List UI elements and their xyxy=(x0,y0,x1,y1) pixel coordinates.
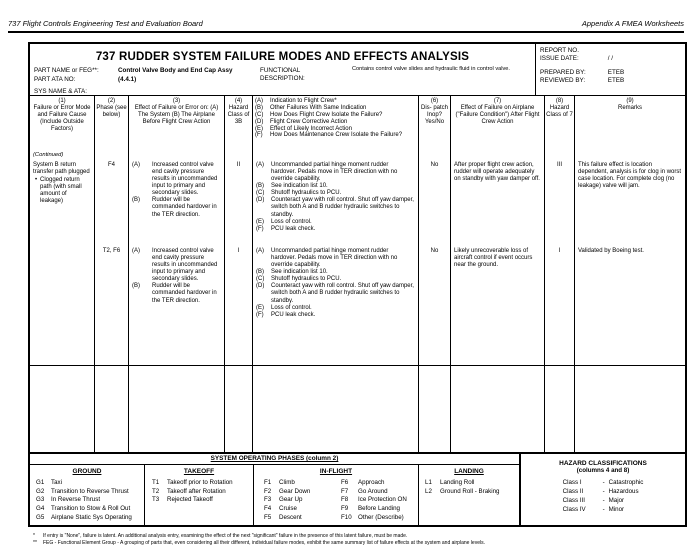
empty-cell xyxy=(574,366,685,452)
cell-remarks xyxy=(574,150,685,366)
inflight-right-column: F6 Approach F7 Go Around F8 Ice Protection ON F9 Before Landing F10 Other (Describe) xyxy=(341,479,407,521)
empty-cell xyxy=(94,366,128,452)
part-ata-value: (4.4.1) xyxy=(118,76,137,83)
effect-after-entry-2: Likely unrecoverable loss of aircraft control if event occurs near the ground. xyxy=(454,248,533,269)
cell-hazard-7 xyxy=(544,150,574,366)
report-info-box xyxy=(535,44,685,95)
functional-label-line2: DESCRIPTION: xyxy=(260,75,305,82)
prepared-by-row xyxy=(540,69,685,77)
inflight-left-column: F1 Climb F2 Gear Down F3 Gear Up F4 Cruise F5 Descent xyxy=(264,479,311,521)
worksheet-frame xyxy=(28,42,687,527)
report-no-row xyxy=(540,47,685,55)
empty-cell xyxy=(450,366,544,452)
phases-section-title: SYSTEM OPERATING PHASES (column 2) xyxy=(30,454,519,465)
column-header-row xyxy=(30,96,685,150)
running-head-left: 737 Flight Controls Engineering Test and Evaluation Board xyxy=(8,19,203,28)
remarks-entry-1: This failure effect is location dependent, analysis is for clog in worst case location. For complete clog (no leakage) valve will jam. xyxy=(578,162,682,190)
empty-cell xyxy=(252,366,418,452)
hazard-class-list: Class I - Catastrophic Class II - Hazardous Class III - Major Class IV - Minor xyxy=(562,479,644,513)
phase-groups xyxy=(30,465,519,525)
effect-entry-1: (A) Increased control valve end cavity pressure results in uncommanded input to primary and secondary slides. (B) Rudder will be commanded hardover in the TER direction. xyxy=(132,162,218,218)
worksheet-title: 737 RUDDER SYSTEM FAILURE MODES AND EFFECTS ANALYSIS xyxy=(95,51,470,63)
bullet-icon: • xyxy=(35,177,38,184)
issue-date-value: / / xyxy=(607,55,613,62)
phase-group-takeoff: TAKEOFF T1 Takeoff prior to Rotation T2 Takeoff after Rotation T3 Rejected Takeoff xyxy=(144,465,253,525)
hazard-7-entry-2: I xyxy=(558,248,561,254)
phase-group-landing: LANDING L1 Landing Roll L2 Ground Roll - Braking xyxy=(418,465,519,525)
cell-failure-mode xyxy=(30,150,94,366)
running-head xyxy=(8,19,684,33)
empty-cell xyxy=(544,366,574,452)
hazard-7-entry-1: III xyxy=(556,162,562,168)
running-head-right: Appendix A FMEA Worksheets xyxy=(581,19,684,28)
cell-effect-after xyxy=(450,150,544,366)
hazard-3b-entry-2: I xyxy=(237,248,240,254)
cell-effect xyxy=(128,150,224,366)
title-block-left xyxy=(30,44,535,95)
dispatch-entry-2: No xyxy=(430,248,439,254)
prepared-by-label: PREPARED BY: xyxy=(540,69,586,76)
issue-date-label: ISSUE DATE: xyxy=(540,55,579,62)
col-header-9: (9) Remarks xyxy=(574,96,685,150)
remarks-entry-2: Validated by Boeing test. xyxy=(578,248,644,254)
col-header-2: (2) Phase (see below) xyxy=(94,96,128,150)
continued-note: (Continued) xyxy=(33,152,64,158)
footnotes: * If entry is "None", failure is latent. An additional analysis entry, examining the effect of the next "significant" failure in the presence of this latent failure, must be made. ** FEG - Functional Element Group - A grouping of parts that, even considering all their different, individual failure modes, exhibit the same summary list of failure effects at the system and airplane levels. xyxy=(33,533,485,547)
col-header-8: (8) Hazard Class of 7 xyxy=(544,96,574,150)
legend-section xyxy=(30,452,685,525)
part-ata-row xyxy=(34,76,137,83)
failure-cause-title: System B return transfer path plugged xyxy=(33,162,90,176)
cell-dispatch xyxy=(418,150,450,366)
issue-date-row xyxy=(540,55,685,63)
cell-indication xyxy=(252,150,418,366)
functional-label-line1: FUNCTIONAL xyxy=(260,67,301,74)
part-ata-label: PART ATA NO: xyxy=(34,76,76,83)
failure-cause-bullet: • Clogged return path (with small amount of leakage) xyxy=(35,177,82,205)
reviewed-by-row xyxy=(540,77,685,85)
report-no-label: REPORT NO. xyxy=(540,47,579,54)
reviewed-by-value: ETEB xyxy=(607,77,625,84)
part-name-row xyxy=(34,67,233,74)
phase-entry-2: T2, F6 xyxy=(102,248,121,254)
effect-after-entry-1: After proper flight crew action, rudder will operate adequately on standby with yaw damper off. xyxy=(454,162,540,183)
empty-cell xyxy=(224,366,252,452)
cell-hazard-3b xyxy=(224,150,252,366)
hazard-classifications-box: HAZARD CLASSIFICATIONS (columns 4 and 8) Class I - Catastrophic Class II - Hazardous Class III - Major Class IV - Minor xyxy=(519,454,685,525)
empty-cell xyxy=(418,366,450,452)
col-header-4: (4) Hazard Class of 3B xyxy=(224,96,252,150)
phase-group-inflight: IN-FLIGHT F1 Climb F2 Gear Down F3 Gear Up F4 Cruise F5 Descent F6 Approach F7 Go Around F8 Ice Protection ON F9 Before Landing F10 Other (Describe) xyxy=(253,465,418,525)
prepared-by-value: ETEB xyxy=(607,69,625,76)
system-operating-phases xyxy=(30,454,519,525)
functional-description-value: Contains control valve slides and hydraulic fluid in control valve. xyxy=(352,66,510,72)
reviewed-by-label: REVIEWED BY: xyxy=(540,77,586,84)
empty-cell xyxy=(128,366,224,452)
part-name-value: Control Valve Body and End Cap Assy xyxy=(118,67,233,74)
effect-entry-2: (A) Increased control valve end cavity pressure results in uncommanded input to primary and secondary slides. (B) Rudder will be commanded hardover in the TER direction. xyxy=(132,248,218,304)
sys-name-label: SYS NAME & ATA: xyxy=(34,88,87,95)
title-block xyxy=(30,44,685,96)
col-header-6: (6) Dis- patch Inop? Yes/No xyxy=(418,96,450,150)
part-name-label: PART NAME or FEG**: xyxy=(34,67,99,74)
col-header-5: (A) Indication to Flight Crew* (B) Other Failures With Same Indication (C) How Does Flight Crew Isolate the Failure? (D) Flight Crew Corrective Action (E) Effect of Likely Incorrect Action (F) How Does Maintenance Crew Isolate the Failure? xyxy=(252,96,418,150)
phase-group-ground: GROUND G1 Taxi G2 Transition to Reverse Thrust G3 In Reverse Thrust G4 Transition to Stow & Roll Out G5 Airplane Static Sys Operating xyxy=(36,468,132,521)
dispatch-entry-1: No xyxy=(430,162,439,168)
data-area xyxy=(30,150,685,452)
col-header-3: (3) Effect of Failure or Error on: (A) The System (B) The Airplane Before Flight Crew Action xyxy=(128,96,224,150)
indication-entry-1: (A) Uncommanded partial hinge moment rudder hardover. Pedals move in TER direction with no override capability. (B) See indication list 10. (C) Shutoff hydraulics to PCU. (D) Counteract yaw with roll control. Shut off yaw damper, switch both A and B rudder hydraulic switches to standby. (E) Loss of control. (F) PCU leak check. xyxy=(256,162,414,232)
col-header-7: (7) Effect of Failure on Airplane ("Failure Condition") After Flight Crew Action xyxy=(450,96,544,150)
empty-cell xyxy=(30,366,94,452)
sys-name-row xyxy=(34,88,87,95)
col-header-1: (1) Failure or Error Mode and Failure Cause (Include Outside Factors) xyxy=(33,98,91,132)
cell-phase xyxy=(94,150,128,366)
hazard-3b-entry-1: II xyxy=(236,162,241,168)
phase-entry-1: F4 xyxy=(107,162,115,168)
indication-entry-2: (A) Uncommanded partial hinge moment rudder hardover. Pedals move in TER direction with no override capability. (B) See indication list 10. (C) Shutoff hydraulics to PCU. (D) Counteract yaw with roll control. Shut off yaw damper, switch both A and B rudder hydraulic switches to standby. (E) Loss of control. (F) PCU leak check. xyxy=(256,248,414,318)
